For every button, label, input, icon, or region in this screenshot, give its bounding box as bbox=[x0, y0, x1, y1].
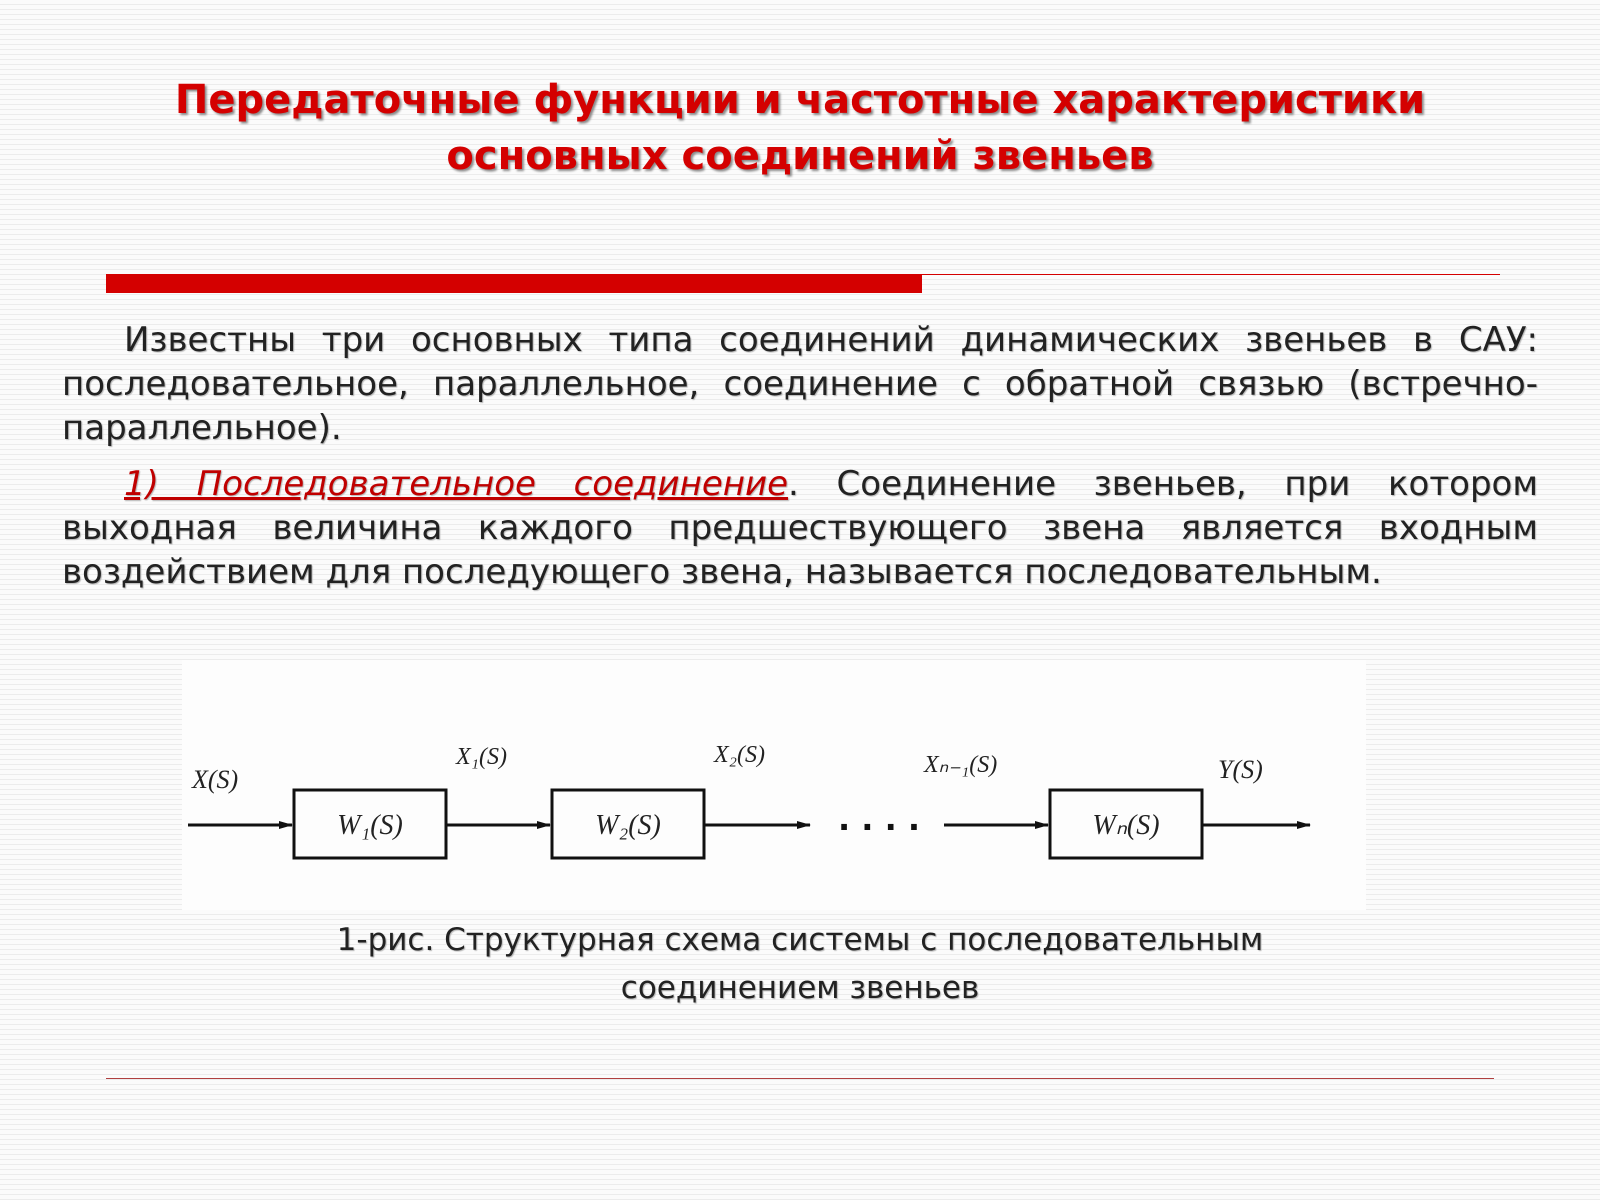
block-w1-label: W₁(S) bbox=[337, 810, 403, 841]
block-diagram-figure bbox=[182, 660, 1366, 910]
block-wn-label: Wₙ(S) bbox=[1092, 810, 1160, 841]
body-text bbox=[62, 318, 1538, 606]
figure-caption-line-1: 1-рис. Структурная схема системы с последовательным bbox=[336, 922, 1264, 958]
block-diagram bbox=[182, 660, 1366, 910]
slide-title bbox=[0, 72, 1600, 184]
term-punctuation: . bbox=[788, 464, 799, 504]
title-underline-thick bbox=[106, 274, 922, 293]
figure-caption bbox=[0, 916, 1600, 1012]
slide-title-line-1: Передаточные функции и частотные характеристики bbox=[174, 77, 1426, 123]
slide-title-line-2: основных соединений звеньев bbox=[446, 133, 1154, 179]
output-signal-label: Y(S) bbox=[1218, 755, 1263, 784]
figure-caption-line-2: соединением звеньев bbox=[620, 970, 980, 1006]
footer-divider bbox=[106, 1078, 1494, 1079]
input-signal-label: X(S) bbox=[192, 765, 239, 794]
diagram-ellipsis: . . . . bbox=[838, 800, 921, 838]
signal-xn-1-label: Xₙ₋₁(S) bbox=[924, 752, 998, 778]
paragraph-connection-types: Известны три основных типа соединений динамических звеньев в САУ: последовательное, параллельное, соединение с обратной связью (встречно-параллельное). bbox=[62, 320, 1538, 448]
signal-x2-label: X₂(S) bbox=[714, 742, 765, 768]
block-w2-label: W₂(S) bbox=[595, 810, 661, 841]
signal-x1-label: X₁(S) bbox=[456, 744, 507, 770]
title-underline-thin bbox=[922, 274, 1500, 275]
series-connection-term: 1) Последовательное соединение bbox=[124, 464, 789, 504]
paragraph-series-connection bbox=[62, 462, 1538, 594]
series-connection-definition: Соединение звеньев, при котором выходная величина каждого предшествующего звена является входным воздействием для последующего звена, называется последовательным. bbox=[62, 464, 1539, 592]
